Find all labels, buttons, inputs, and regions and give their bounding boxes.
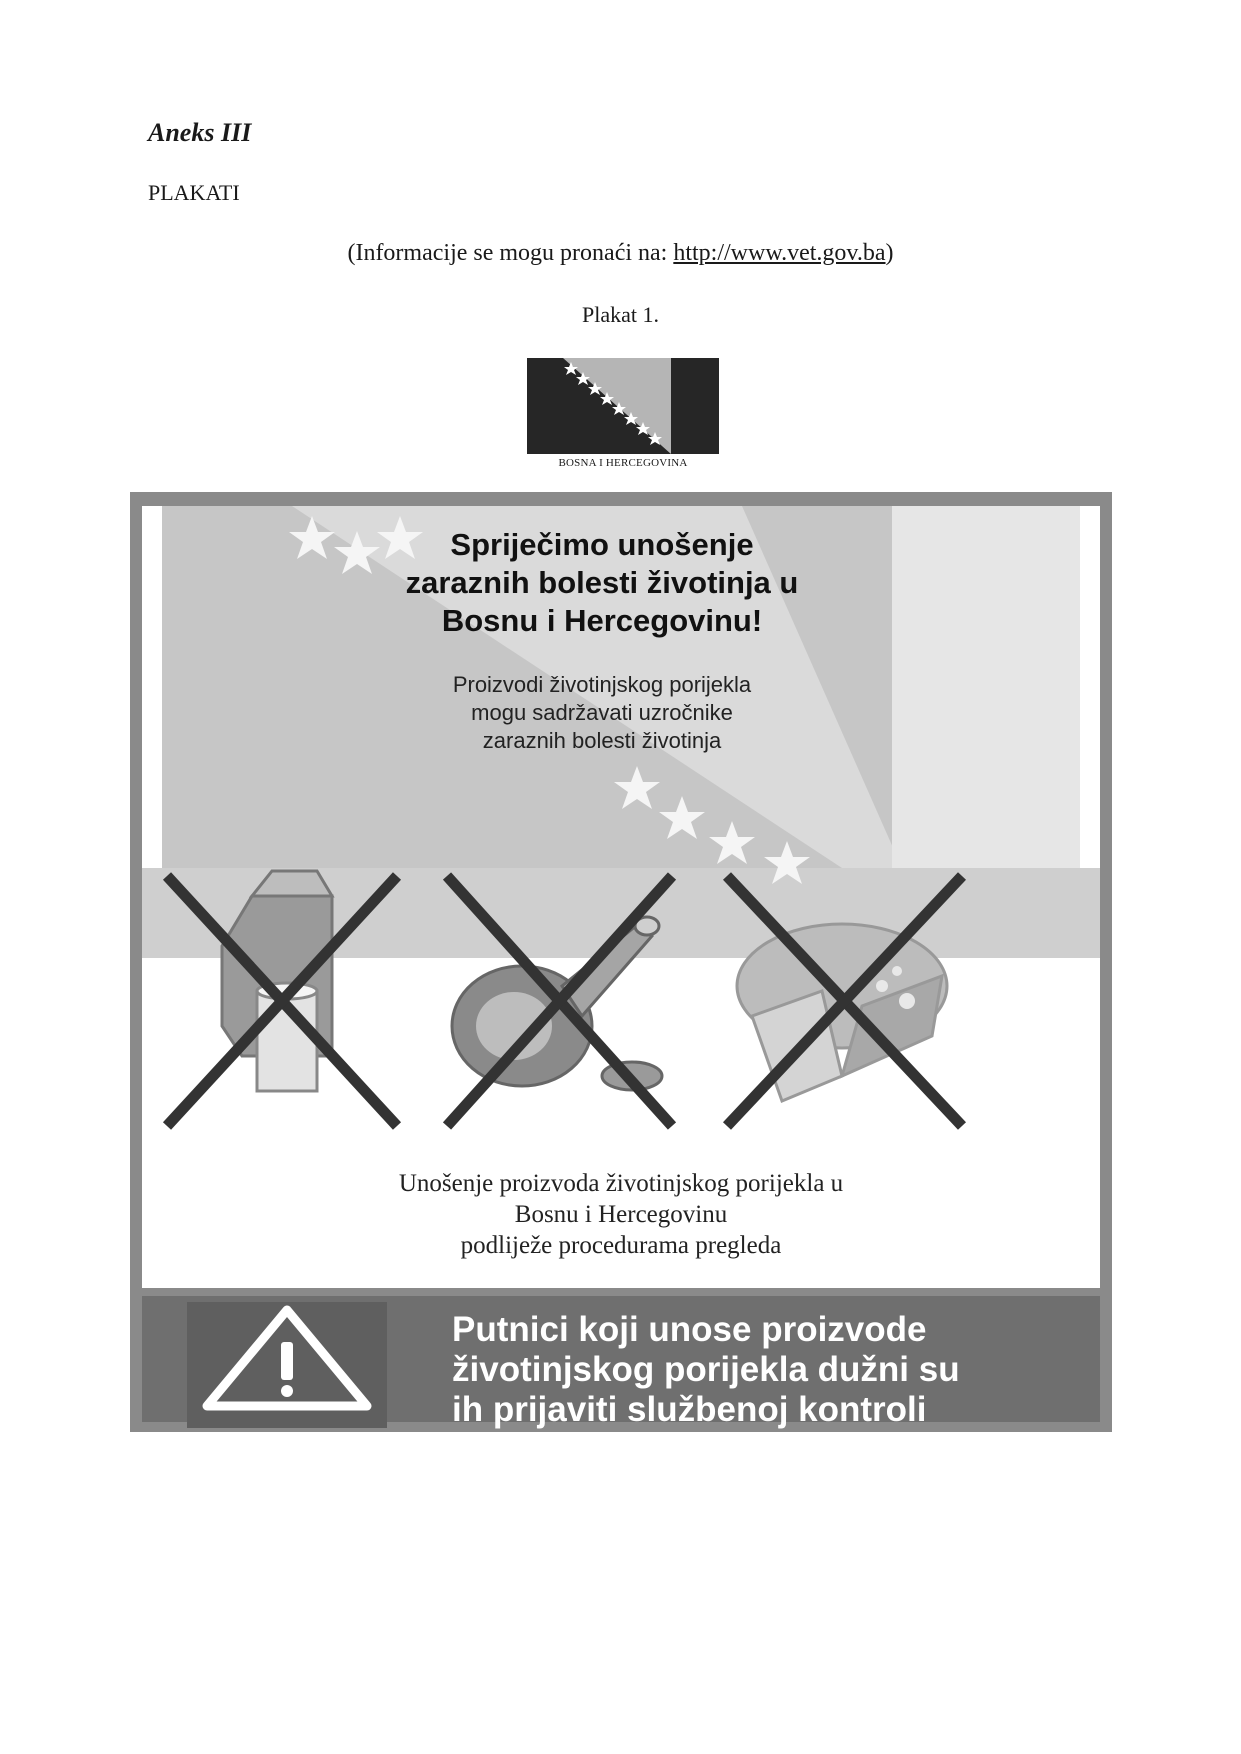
- notice-line: Bosnu i Hercegovinu: [514, 1201, 728, 1228]
- flag-icon: [527, 358, 719, 454]
- milk-icon: [167, 871, 397, 1126]
- warning-line: životinjskog porijekla dužni su: [452, 1350, 960, 1389]
- headline-line: zaraznih bolesti životinja u: [405, 565, 799, 600]
- poster: [130, 492, 1112, 1432]
- warning-line: Putnici koji unose proizvode: [452, 1310, 927, 1349]
- section-title: PLAKATI: [148, 180, 240, 205]
- warning-triangle-icon: [187, 1302, 387, 1412]
- poster-number: Plakat 1.: [582, 302, 659, 327]
- flag-caption: BOSNA I HERCEGOVINA: [558, 457, 688, 469]
- headline-line: Spriječimo unošenje: [450, 527, 754, 562]
- annex-title: Aneks III: [148, 118, 252, 147]
- cheese-icon: [727, 876, 962, 1126]
- poster-notice: [142, 1168, 1100, 1261]
- notice-line: podliježe procedurama pregleda: [460, 1232, 782, 1259]
- meat-icon: [447, 876, 672, 1126]
- warning-text: [452, 1310, 1072, 1430]
- subline-line: zaraznih bolesti životinja: [482, 728, 722, 753]
- warning-band: [142, 1296, 1100, 1429]
- info-suffix: ): [885, 240, 894, 266]
- subline-line: Proizvodi životinjskog porijekla: [452, 672, 752, 697]
- poster-subline: [392, 671, 812, 755]
- info-link[interactable]: http://www.vet.gov.ba: [673, 240, 886, 266]
- info-prefix: (Informacije se mogu pronaći na:: [347, 240, 674, 266]
- warning-line: ih prijaviti službenoj kontroli: [452, 1390, 927, 1429]
- headline-line: Bosnu i Hercegovinu!: [441, 603, 763, 638]
- info-line: [0, 240, 1241, 267]
- notice-line: Unošenje proizvoda životinjskog porijekla u: [398, 1170, 844, 1197]
- subline-line: mogu sadržavati uzročnike: [471, 700, 733, 725]
- forbidden-products: [142, 866, 1100, 1166]
- warning-icon-box: [187, 1302, 387, 1428]
- poster-headline: [392, 526, 812, 640]
- bih-flag: [527, 358, 719, 469]
- poster-main-panel: [142, 506, 1100, 1288]
